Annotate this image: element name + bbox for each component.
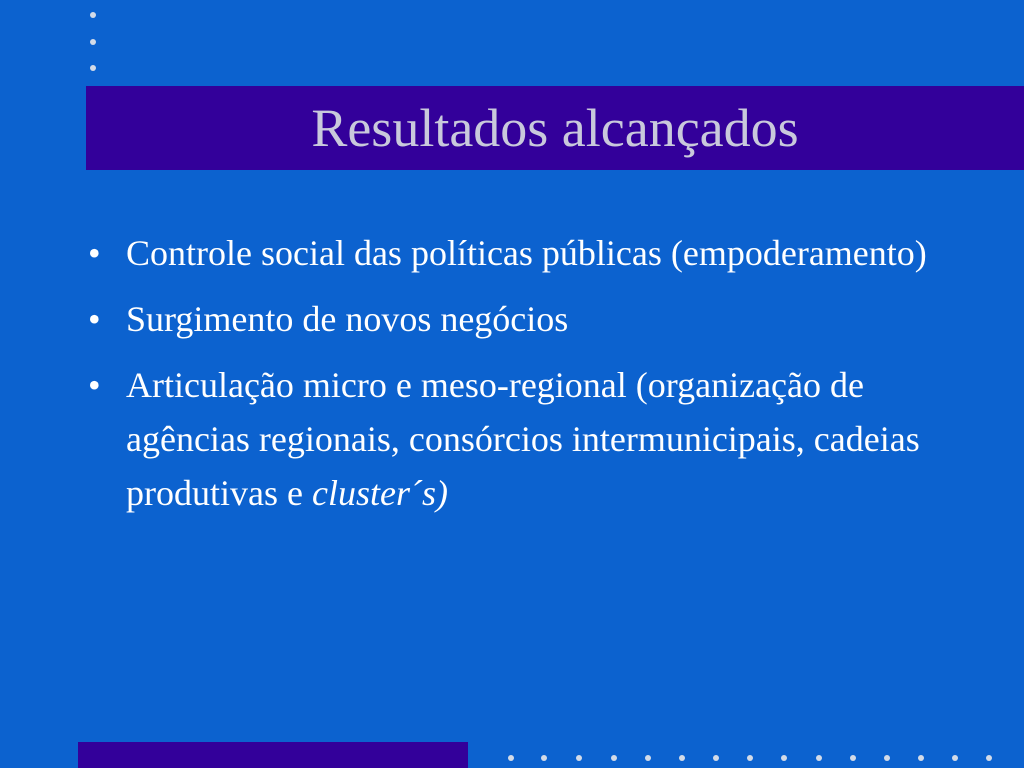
decorative-dot — [713, 755, 719, 761]
decorative-dot — [884, 755, 890, 761]
decorative-dot — [611, 755, 617, 761]
decorative-dot — [90, 12, 96, 18]
bullet-text: Surgimento de novos negócios — [126, 299, 569, 339]
decorative-dot — [850, 755, 856, 761]
bullet-item — [86, 292, 986, 346]
decorative-dot — [90, 39, 96, 45]
bullet-text: Articulação micro e meso-regional (organização de agências regionais, consórcios intermunicipais, cadeias produtivas e — [126, 365, 920, 513]
slide-title: Resultados alcançados — [311, 98, 799, 158]
decorative-dot — [508, 755, 514, 761]
footer-band — [78, 742, 468, 768]
decorative-dot — [986, 755, 992, 761]
bullet-text: Controle social das políticas públicas (empoderamento) — [126, 233, 927, 273]
decorative-dot — [90, 65, 96, 71]
decorative-dot — [576, 755, 582, 761]
decorative-dot — [747, 755, 753, 761]
bullet-marker: • — [88, 233, 101, 273]
bullet-text-italic: cluster´s) — [311, 473, 448, 513]
bullet-list — [86, 226, 986, 532]
decorative-dot — [816, 755, 822, 761]
decorative-dot — [645, 755, 651, 761]
bullet-marker: • — [88, 365, 101, 405]
decorative-dot — [541, 755, 547, 761]
bullet-item — [86, 358, 986, 520]
decorative-dot — [679, 755, 685, 761]
decorative-dot — [918, 755, 924, 761]
decorative-dot — [952, 755, 958, 761]
title-band — [86, 86, 1024, 170]
decorative-dot — [781, 755, 787, 761]
bullet-item — [86, 226, 986, 280]
bullet-marker: • — [88, 299, 101, 339]
